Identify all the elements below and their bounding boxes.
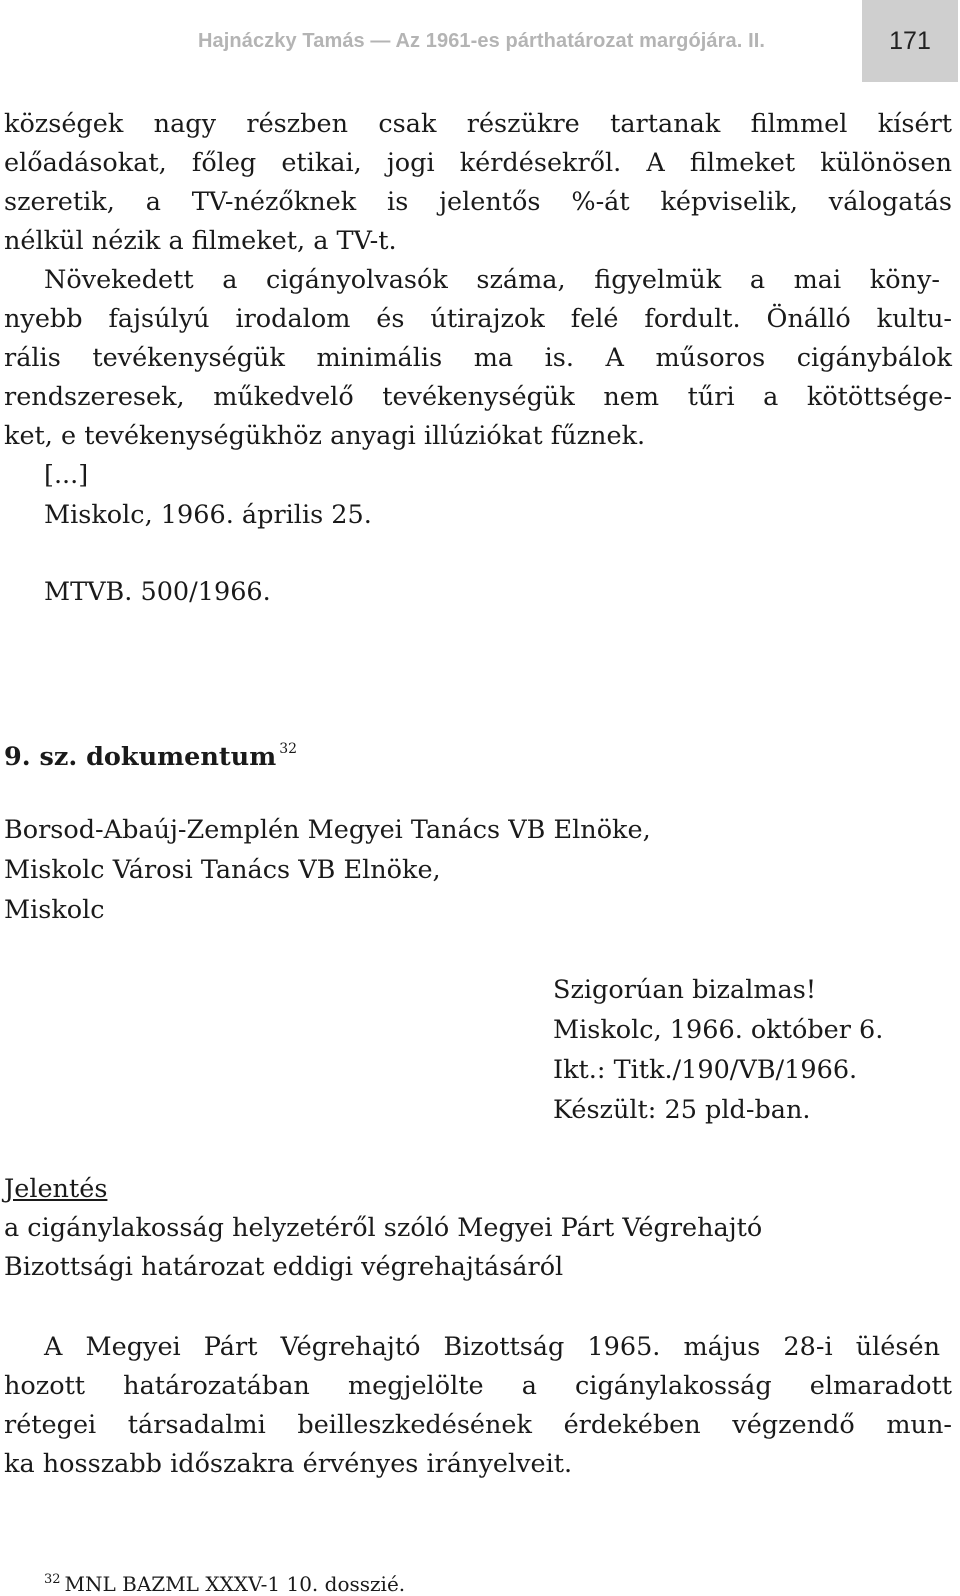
registry-number: Ikt.: Titk./190/VB/1966. (553, 1055, 858, 1085)
body-line: rendszeresek, műkedvelő tevékenységük nem tűri a kötöttsége- (4, 382, 952, 412)
place-date: Miskolc, 1966. április 25. (44, 500, 372, 530)
copies-note: Készült: 25 pld-ban. (553, 1095, 811, 1125)
report-subtitle-line: a cigánylakosság helyzetéről szóló Megyei Párt Végrehajtó (4, 1213, 763, 1243)
addressee-line: Borsod-Abaúj-Zemplén Megyei Tanács VB Elnöke, (4, 815, 651, 845)
omission-mark: [...] (44, 460, 89, 490)
paragraph-line: hozott határozatában megjelölte a cigánylakosság elmaradott (4, 1371, 952, 1401)
body-line: községek nagy részben csak részükre tartanak filmmel kísért (4, 109, 952, 139)
page-number-box (862, 0, 958, 82)
document-heading-text: 9. sz. dokumentum (4, 742, 277, 772)
addressee-line: Miskolc (4, 895, 105, 925)
body-line: ket, e tevékenységükhöz anyagi illúziókat fűznek. (4, 421, 646, 451)
body-line: előadásokat, főleg etikai, jogi kérdésekről. A filmeket különösen (4, 148, 952, 178)
report-subtitle-line: Bizottsági határozat eddigi végrehajtásáról (4, 1252, 564, 1282)
meta-date: Miskolc, 1966. október 6. (553, 1015, 884, 1045)
paragraph-line: rétegei társadalmi beilleszkedésének érdekében végzendő mun- (4, 1410, 952, 1440)
footnote-number: 32 (44, 1572, 61, 1587)
body-line: rális tevékenységük minimális ma is. A műsoros cigánybálok (4, 343, 952, 373)
paragraph-line: A Megyei Párt Végrehajtó Bizottság 1965. május 28-i ülésén (44, 1332, 940, 1362)
reference-number: MTVB. 500/1966. (44, 577, 271, 607)
running-header-title: Hajnáczky Tamás — Az 1961-es párthatározat margójára. II. (198, 30, 766, 52)
paragraph-line: ka hosszabb időszakra érvényes irányelveit. (4, 1449, 573, 1479)
body-line: Növekedett a cigányolvasók száma, figyelmük a mai köny- (44, 265, 940, 295)
footnote (44, 1572, 405, 1596)
footnote-ref: 32 (279, 741, 298, 757)
classification: Szigorúan bizalmas! (553, 975, 817, 1005)
page-number: 171 (889, 26, 931, 55)
document-heading (4, 742, 297, 771)
footnote-text: MNL BAZML XXXV-1 10. dosszié. (64, 1572, 406, 1596)
addressee-line: Miskolc Városi Tanács VB Elnöke, (4, 855, 441, 885)
report-title: Jelentés (4, 1174, 108, 1204)
body-line: szeretik, a TV-nézőknek is jelentős %-át képviselik, válogatás (4, 187, 952, 217)
body-line: nélkül nézik a filmeket, a TV-t. (4, 226, 397, 256)
body-line: nyebb fajsúlyú irodalom és útirajzok felé fordult. Önálló kultu- (4, 304, 952, 334)
